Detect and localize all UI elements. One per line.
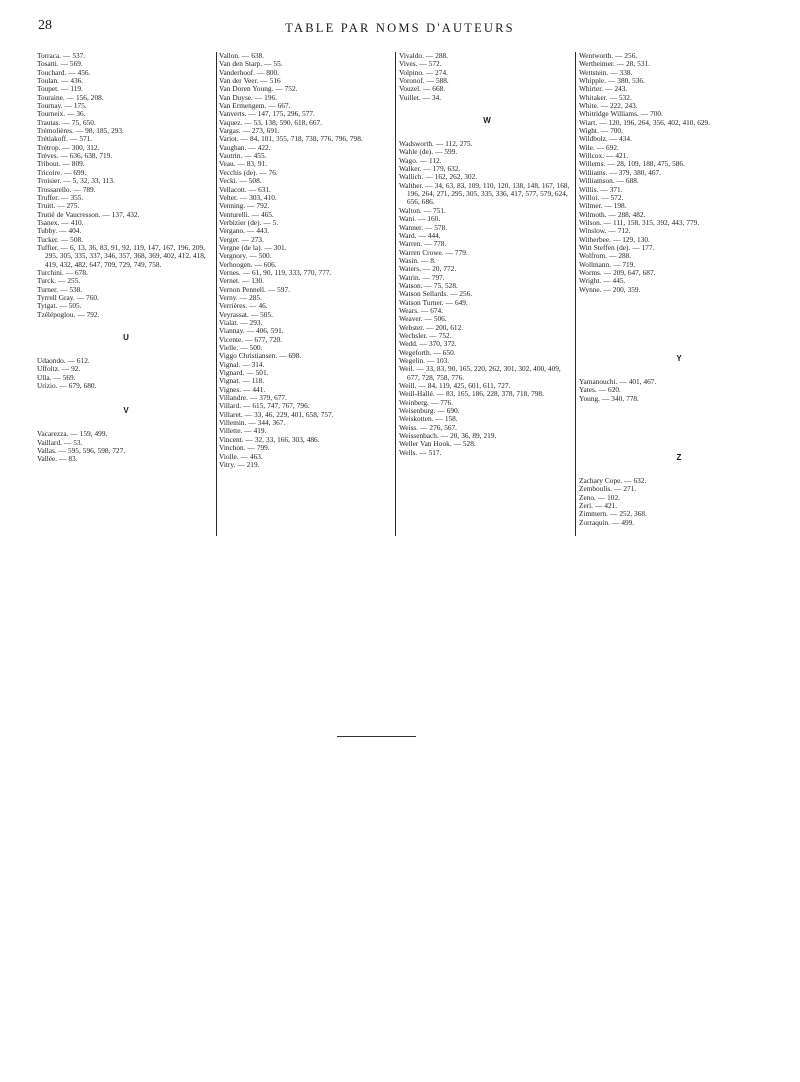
index-entry: Viggo Christiansen. — 698. <box>219 351 302 361</box>
section-spacer <box>37 319 215 333</box>
index-entry: Tubby. — 404. <box>37 226 82 236</box>
index-entry: Vernes. — 61, 90, 119, 333, 770, 777. <box>219 267 332 277</box>
index-entry: Vaillard. — 53. <box>37 437 83 447</box>
index-entry: Whipple. — 380, 536. <box>579 76 645 86</box>
index-entry: Vives. — 572. <box>399 59 442 69</box>
index-entry: Zorraquin. — 499. <box>579 517 635 527</box>
index-entry: Willems. — 28, 109, 188, 475, 586. <box>579 159 685 169</box>
index-entry: Vaquez. — 53, 138, 590, 618, 667. <box>219 117 322 127</box>
index-entry: Walton. — 751. <box>399 205 446 215</box>
index-entry: Van der Veer. — 516 <box>219 76 281 86</box>
index-entry: Webster. — 200, 612. <box>399 322 464 332</box>
index-entry: Watson Sellards. — 256. <box>399 289 473 299</box>
index-entry: Volpino. — 274. <box>399 67 448 77</box>
index-entry: Udaondo. — 612. <box>37 356 90 365</box>
index-entry: Venturelli. — 465. <box>219 209 274 219</box>
index-entry: Weller Van Hook. — 528. <box>399 439 476 449</box>
index-entry: Wedd. — 370, 372. <box>399 339 457 349</box>
index-entry: Truitt. — 275. <box>37 201 80 211</box>
index-entry: Vellacott. — 631. <box>219 184 271 194</box>
index-entry: Veyrassat. — 505. <box>219 309 273 319</box>
index-entry: Trèves. — 636, 638, 719. <box>37 151 113 161</box>
index-entry: Wani. — 160. <box>399 214 441 224</box>
index-entry: White. — 222, 243. <box>579 101 638 111</box>
index-entry: Wight. — 700. <box>579 126 623 136</box>
index-entry: Warren Crowe. — 779. <box>399 247 468 257</box>
index-entry: Wallich. — 162, 262, 302. <box>399 172 478 182</box>
index-entry: Vielle. — 500. <box>219 343 263 353</box>
index-entry: Wegelin. — 103. <box>399 356 450 365</box>
index-entry: Villard. — 615, 747, 767, 796. <box>219 401 310 411</box>
index-entry: Wells. — 517. <box>399 447 442 457</box>
index-entry: Touchard. — 456. <box>37 67 91 77</box>
index-entry: Tucker. — 508. <box>37 234 83 244</box>
index-entry: Wentworth. — 256. <box>579 51 638 60</box>
index-entry: Urizio. — 679, 680. <box>37 381 97 391</box>
index-entry: Tournay. — 175. <box>37 101 87 111</box>
index-entry: Wechsler. — 752. <box>399 330 452 340</box>
index-entry: Wiart. — 120, 196, 264, 356, 402, 410, 629. <box>579 117 711 127</box>
index-entry: Tricoire. — 699. <box>37 167 87 177</box>
index-entry: Williamson. — 688. <box>579 176 639 186</box>
index-entry: Wegeforth. — 650. <box>399 347 456 357</box>
index-entry: Villandre. — 379, 677. <box>219 393 287 403</box>
index-entry: Villemin. — 344, 367. <box>219 418 286 428</box>
index-entry: Verrières. — 46. <box>219 301 268 311</box>
index-entry: Violle. — 463. <box>219 451 263 461</box>
index-entry: Weissenbach. — 20, 36, 89, 219. <box>399 431 497 441</box>
index-entry: Willis. — 371. <box>579 184 623 194</box>
index-entry: Vinchon. — 799. <box>219 443 270 453</box>
index-entry: Weill-Hallé. — 83, 165, 186, 228, 378, 718, 798. <box>399 389 544 399</box>
index-entry: Worms. — 209, 647, 687. <box>579 267 656 277</box>
index-entry: Yates. — 620. <box>579 385 621 395</box>
index-entry: Tzélépoglou. — 792. <box>37 309 100 319</box>
index-entry: Whitridge Williams. — 700. <box>579 109 663 119</box>
index-entry: Wears. — 674. <box>399 305 443 315</box>
index-entry: Wildbolz. — 434. <box>579 134 632 144</box>
index-entry: Trautas. — 75, 650. <box>37 117 96 127</box>
index-entry: Watrin. — 797. <box>399 272 445 282</box>
index-column-3 <box>399 52 575 457</box>
index-entry: Trossarello. — 789. <box>37 184 96 194</box>
index-entry: Vecchis (de). — 76. <box>219 167 278 177</box>
index-entry: Van Doren Young. — 752. <box>219 84 298 94</box>
end-rule <box>337 736 416 737</box>
index-entry: Zimmern. — 252, 368. <box>579 509 647 519</box>
index-entry: Touraine. — 156, 208. <box>37 92 104 102</box>
section-spacer <box>579 403 779 453</box>
index-entry: Vanverts. — 147, 175, 296, 577. <box>219 109 315 119</box>
index-entry: Trétiakoff. — 571. <box>37 134 93 144</box>
index-entry: Vallon. — 638. <box>219 51 264 60</box>
section-spacer <box>37 390 215 406</box>
index-entry: Variot. — 84, 101, 355, 718, 738, 776, 796, 798. <box>219 134 363 144</box>
section-spacer <box>399 126 575 140</box>
index-entry: Tuffier. — 6, 13, 36, 83, 91, 92, 119, 147, 167, 196, 209, 295, 305, 335, 337, 346, 357, 368, 369, 402, 412, 418, 419, 432, 482, 647, 709, 729, 749, 758. <box>37 242 206 269</box>
index-entry: Wollmann. — 719. <box>579 259 636 269</box>
index-entry: Witherbee. — 129, 130. <box>579 234 650 244</box>
index-entry: Uffoltz. — 92. <box>37 364 81 374</box>
index-entry: Vignat. — 118. <box>219 376 265 386</box>
index-entry: Trutié de Vaucresson. — 137, 432. <box>37 209 140 219</box>
index-entry: Weil. — 33, 83, 90, 165, 220, 262, 301, 302, 400, 409, 677, 728, 758, 776. <box>399 364 561 382</box>
index-entry: Tyrrell Gray. — 760. <box>37 292 99 302</box>
index-entry: Vergnory. — 500. <box>219 251 272 261</box>
index-entry: Ward. — 444. <box>399 230 441 240</box>
index-entry: Vuillet. — 34. <box>399 92 442 102</box>
section-spacer <box>399 102 575 116</box>
index-entry: Troisier. — 5, 32, 33, 113. <box>37 176 115 186</box>
index-entry: Truffer. — 355. <box>37 192 84 202</box>
index-entry: Wilson. — 111, 158, 315, 392, 443, 779. <box>579 217 700 227</box>
index-entry: Wilmoth. — 288, 482. <box>579 209 646 219</box>
index-entry: Whirter. — 243. <box>579 84 628 94</box>
index-entry: Tsanex. — 410. <box>37 217 84 227</box>
index-entry: Winslow. — 712. <box>579 226 631 236</box>
index-entry: Verny. — 285. <box>219 292 262 302</box>
index-entry: Velter. — 303, 410. <box>219 192 277 202</box>
index-columns <box>37 52 787 542</box>
section-heading: Y <box>676 353 682 363</box>
index-entry: Turner. — 538. <box>37 284 83 294</box>
index-entry: Tourneix. — 36. <box>37 109 86 119</box>
index-entry: Tosatti. — 569. <box>37 59 83 69</box>
section-heading: Z <box>676 453 682 462</box>
index-entry: Vargas. — 273, 691. <box>219 126 280 136</box>
index-entry: Zachary Cope. — 632. <box>579 476 647 485</box>
index-entry: Weinberg. — 776. <box>399 397 453 407</box>
index-column-4 <box>579 52 779 527</box>
index-entry: Toupet. — 119. <box>37 84 83 94</box>
index-entry: Vouzel. — 668. <box>399 84 446 94</box>
section-heading: V <box>123 406 129 416</box>
section-spacer <box>37 416 215 430</box>
index-entry: Toulan. — 436. <box>37 76 84 86</box>
index-entry: Tribout. — 809. <box>37 159 85 169</box>
index-entry: Young. — 340, 778. <box>579 393 639 403</box>
index-entry: Vialat. — 293. <box>219 318 263 327</box>
index-entry: Torraca. — 537. <box>37 51 86 60</box>
index-entry: Voronof. — 588. <box>399 76 449 86</box>
index-entry: Turchini. — 678. <box>37 267 88 277</box>
index-entry: Trétrop. — 300, 312. <box>37 142 100 152</box>
index-entry: Weiss. — 276, 567. <box>399 422 457 432</box>
index-entry: Vacarezza. — 159, 499. <box>37 429 108 439</box>
index-entry: Turck. — 255. <box>37 276 81 286</box>
index-entry: Wanner. — 578. <box>399 222 448 232</box>
section-spacer <box>579 463 779 477</box>
section-heading: W <box>483 116 491 126</box>
index-entry: Wahle (de). — 599. <box>399 147 458 157</box>
page-number: 28 <box>38 18 52 33</box>
index-entry: Verhoogen. — 606. <box>219 259 277 269</box>
index-entry: Vignes. — 441. <box>219 384 266 394</box>
section-spacer <box>579 294 779 354</box>
index-entry: Verbizier (de). — 5. <box>219 217 279 227</box>
section-spacer <box>579 364 779 378</box>
index-entry: Vignard. — 501. <box>219 368 269 378</box>
index-entry: Verger. — 273. <box>219 234 264 244</box>
index-entry: Witt Steffen (de). — 177. <box>579 242 655 252</box>
index-entry: Walker. — 179, 632. <box>399 164 461 174</box>
index-entry: Van Duyse. — 196. <box>219 92 277 102</box>
index-entry: Vitry. — 219. <box>219 459 260 469</box>
section-spacer <box>37 343 215 357</box>
index-entry: Wynne. — 200, 359. <box>579 284 641 294</box>
index-entry: Weaver. — 506. <box>399 314 447 324</box>
index-entry: Vernon Pennell. — 597. <box>219 284 290 294</box>
index-entry: Van den Starp. — 55. <box>219 59 283 69</box>
index-entry: Zeri. — 421. <box>579 501 618 511</box>
index-entry: Watson Turner. — 649. <box>399 297 468 307</box>
index-entry: Veau. — 83, 91. <box>219 159 268 169</box>
index-entry: Weisenburg. — 690. <box>399 406 460 416</box>
index-entry: Wadsworth. — 112, 275. <box>399 139 473 149</box>
index-entry: Yamanouchi. — 401, 467. <box>579 376 657 386</box>
index-entry: Villette. — 419. <box>219 426 267 436</box>
index-column-1 <box>37 52 215 464</box>
index-entry: Villaret. — 33, 46, 229, 401, 658, 757. <box>219 409 334 419</box>
index-entry: Vergano. — 443. <box>219 226 270 236</box>
index-entry: Weill. — 84, 119, 425, 601, 611, 727. <box>399 381 511 391</box>
index-entry: Vallas. — 595, 596, 598, 727. <box>37 446 126 456</box>
index-entry: Wright. — 445. <box>579 276 626 286</box>
index-entry: Watson. — 75, 528. <box>399 280 458 290</box>
index-entry: Willcox. — 421. <box>579 151 629 161</box>
index-entry: Vignal. — 314. <box>219 359 265 369</box>
index-entry: Wettstein. — 338. <box>579 67 633 77</box>
index-entry: Wasin. — 8. <box>399 255 436 265</box>
index-entry: Tytgat. — 505. <box>37 301 82 311</box>
index-entry: Vecki. — 508. <box>219 176 262 186</box>
index-entry: Vautrin. — 455. <box>219 151 267 161</box>
index-entry: Trémolières. — 98, 185, 293. <box>37 126 124 136</box>
index-entry: Wile. — 692. <box>579 142 619 152</box>
index-entry: Wilmer. — 198. <box>579 201 627 211</box>
index-entry: Waters. — 20, 772. <box>399 264 457 274</box>
index-entry: Van Ermengem. — 667. <box>219 101 291 111</box>
index-entry: Warren. — 778. <box>399 239 447 249</box>
index-entry: Wolfrom. — 288. <box>579 251 632 261</box>
section-heading: U <box>123 333 129 342</box>
index-entry: Vallée. — 83. <box>37 454 78 464</box>
index-entry: Ulla. — 569. <box>37 372 76 382</box>
index-entry: Zemboulis. — 271. <box>579 484 637 494</box>
index-entry: Venning. — 792. <box>219 201 270 211</box>
running-title: TABLE PAR NOMS D'AUTEURS <box>285 21 515 35</box>
index-entry: Williams. — 379, 380, 467. <box>579 167 661 177</box>
index-entry: Vivaldo. — 288. <box>399 51 449 60</box>
index-entry: Weiskotten. — 158. <box>399 414 458 424</box>
index-entry: Viannay. — 406, 591. <box>219 326 284 336</box>
index-entry: Whitaker. — 532. <box>579 92 632 102</box>
index-entry: Zeno. — 102. <box>579 492 620 502</box>
index-entry: Vaughan. — 422. <box>219 142 271 152</box>
index-entry: Vicente. — 677, 720. <box>219 334 282 344</box>
index-entry: Vergne (de la). — 301. <box>219 242 287 252</box>
index-entry: Walther. — 34, 63, 83, 109, 110, 120, 138, 148, 167, 168, 196, 264, 271, 295, 305, 335, 336, 417, 577, 579, 624, 656, 686. <box>399 180 570 207</box>
index-entry: Vernet. — 130. <box>219 276 264 286</box>
index-entry: Wertheimer. — 28, 531. <box>579 59 650 69</box>
index-entry: Vanderhoof. — 800. <box>219 67 279 77</box>
index-entry: Vincent. — 32, 33, 166, 303, 486. <box>219 434 320 444</box>
index-entry: Willoi. — 572. <box>579 192 624 202</box>
index-entry: Wago. — 112. <box>399 155 442 165</box>
index-column-2 <box>219 52 395 469</box>
